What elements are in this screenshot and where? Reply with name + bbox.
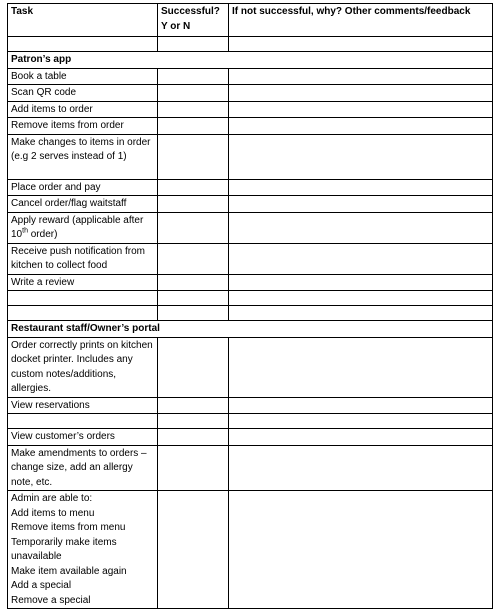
successful-cell bbox=[158, 274, 229, 291]
table-row bbox=[8, 85, 493, 102]
comments-cell bbox=[229, 243, 493, 274]
successful-cell bbox=[158, 445, 229, 491]
successful-cell bbox=[158, 337, 229, 397]
task-cell: Admin are able to: Add items to menu Remove items from menu Temporarily make items unavailable Make item available again Add a special Remove a special bbox=[8, 491, 158, 609]
comments-column-header: If not successful, why? Other comments/feedback bbox=[229, 4, 493, 37]
successful-cell bbox=[158, 212, 229, 243]
comments-cell bbox=[229, 414, 493, 429]
table-row bbox=[8, 243, 493, 274]
task-cell: View customer’s orders bbox=[8, 429, 158, 446]
table-row bbox=[8, 134, 493, 179]
spacer-row bbox=[8, 306, 493, 321]
section-title: Restaurant staff/Owner’s portal bbox=[8, 321, 493, 338]
successful-cell bbox=[158, 429, 229, 446]
task-cell: Make amendments to orders – change size, add an allergy note, etc. bbox=[8, 445, 158, 491]
table-row bbox=[8, 179, 493, 196]
task-column-header: Task bbox=[8, 4, 158, 37]
successful-cell bbox=[158, 491, 229, 609]
comments-cell bbox=[229, 85, 493, 102]
task-cell bbox=[8, 212, 158, 243]
task-cell: Book a table bbox=[8, 68, 158, 85]
section-header-patron bbox=[8, 52, 493, 69]
table-row bbox=[8, 274, 493, 291]
comments-cell bbox=[229, 179, 493, 196]
comments-cell bbox=[229, 68, 493, 85]
comments-cell bbox=[229, 196, 493, 213]
comments-cell bbox=[229, 337, 493, 397]
successful-cell bbox=[158, 414, 229, 429]
table-row bbox=[8, 212, 493, 243]
task-cell: Remove items from order bbox=[8, 118, 158, 135]
comments-cell bbox=[229, 274, 493, 291]
successful-cell bbox=[158, 243, 229, 274]
reward-text: Apply reward (applicable after 10 bbox=[11, 214, 144, 240]
table-row bbox=[8, 445, 493, 491]
successful-cell bbox=[158, 397, 229, 414]
table-row bbox=[8, 429, 493, 446]
table-row bbox=[8, 337, 493, 397]
task-cell: Receive push notification from kitchen to collect food bbox=[8, 243, 158, 274]
header-row bbox=[8, 4, 493, 37]
comments-cell bbox=[229, 397, 493, 414]
spacer-row bbox=[8, 37, 493, 52]
task-cell: Cancel order/flag waitstaff bbox=[8, 196, 158, 213]
comments-cell bbox=[229, 491, 493, 609]
table-row bbox=[8, 196, 493, 213]
section-title: Patron’s app bbox=[8, 52, 493, 69]
successful-column-header: Successful? Y or N bbox=[158, 4, 229, 37]
usability-test-table bbox=[7, 3, 493, 609]
table-row bbox=[8, 101, 493, 118]
comments-cell bbox=[229, 212, 493, 243]
successful-cell bbox=[158, 179, 229, 196]
task-cell: Scan QR code bbox=[8, 85, 158, 102]
successful-cell bbox=[158, 85, 229, 102]
table-row bbox=[8, 414, 493, 429]
table-row bbox=[8, 118, 493, 135]
comments-cell bbox=[229, 429, 493, 446]
task-cell: View reservations bbox=[8, 397, 158, 414]
successful-cell bbox=[158, 134, 229, 179]
task-cell: Make changes to items in order (e.g 2 serves instead of 1) bbox=[8, 134, 158, 179]
task-cell: Order correctly prints on kitchen docket printer. Includes any custom notes/additions, allergies. bbox=[8, 337, 158, 397]
reward-text-suffix: order) bbox=[27, 229, 58, 240]
successful-cell bbox=[158, 118, 229, 135]
comments-cell bbox=[229, 101, 493, 118]
task-cell: Place order and pay bbox=[8, 179, 158, 196]
comments-cell bbox=[229, 445, 493, 491]
table-row bbox=[8, 68, 493, 85]
comments-cell bbox=[229, 134, 493, 179]
successful-cell bbox=[158, 196, 229, 213]
reward-superscript: th bbox=[22, 227, 28, 235]
spacer-row bbox=[8, 291, 493, 306]
task-cell bbox=[8, 414, 158, 429]
successful-cell bbox=[158, 68, 229, 85]
task-cell: Write a review bbox=[8, 274, 158, 291]
successful-cell bbox=[158, 101, 229, 118]
table-row bbox=[8, 397, 493, 414]
comments-cell bbox=[229, 118, 493, 135]
table-row bbox=[8, 491, 493, 609]
section-header-staff bbox=[8, 321, 493, 338]
task-cell: Add items to order bbox=[8, 101, 158, 118]
